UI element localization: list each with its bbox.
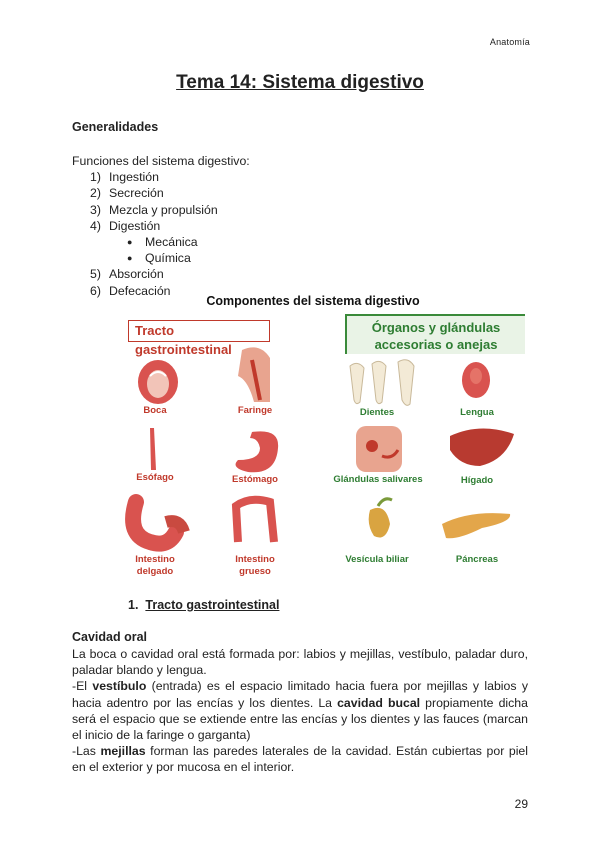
list-item: 2) Secreción: [90, 186, 164, 201]
label-intestino-grueso: Intestino grueso: [235, 554, 275, 577]
label-lengua: Lengua: [460, 407, 494, 418]
list-item: 6) Defecación: [90, 283, 171, 298]
running-header: Anatomía: [489, 37, 530, 47]
label-estomago: Estómago: [232, 474, 278, 485]
teeth-illustration: [350, 360, 414, 406]
pharynx-illustration: [238, 347, 270, 402]
list-item: 5) Absorción: [90, 267, 164, 282]
intro-text: Funciones del sistema digestivo:: [72, 154, 250, 168]
pancreas-illustration: [442, 513, 510, 538]
body-text: [72, 646, 528, 776]
page-title: Tema 14: Sistema digestivo: [176, 72, 424, 93]
list-item: 1) Ingestión: [90, 170, 159, 185]
page-number: 29: [514, 797, 528, 811]
salivary-glands-illustration: [356, 426, 402, 472]
section-heading: Generalidades: [72, 120, 159, 134]
list-item: 4) Digestión: [90, 218, 161, 233]
tract-title-box: Tracto gastrointestinal: [128, 320, 270, 342]
label-vesicula: Vesícula biliar: [345, 554, 409, 565]
paragraph: -Las mejillas forman las paredes laterales de la cavidad. Están cubiertas por piel en el exterior y por mucosa en el interior.: [72, 744, 528, 775]
functions-list: [72, 153, 250, 299]
heading-tract: 1. Tracto gastrointestinal: [128, 598, 280, 612]
label-boca: Boca: [143, 405, 167, 416]
label-dientes: Dientes: [359, 407, 395, 418]
sub-list-item: ● Química: [127, 251, 191, 266]
accessory-title-box: Órganos y glándulas accesorias o anejas: [345, 314, 525, 354]
list-item: 3) Mezcla y propulsión: [90, 202, 218, 217]
tongue-illustration: [462, 362, 490, 398]
mouth-illustration: [138, 360, 178, 404]
liver-illustration: [450, 428, 514, 466]
small-intestine-illustration: [133, 502, 184, 544]
paragraph: -El vestíbulo (entrada) es el espacio limitado hacia fuera por mejillas y labios y hacia adentro por las encías y los dientes. La cavidad bucal propiamente dicha será el espacio que se extiende entre las encías y los dientes y las fauces (marcan el inicio de la faringe o garganta): [72, 679, 528, 743]
gallbladder-illustration: [369, 499, 392, 538]
sub-list-item: ● Mecánica: [127, 235, 198, 250]
paragraph: La boca o cavidad oral está formada por: labios y mejillas, vestíbulo, paladar duro, paladar blando y lengua.: [72, 647, 528, 678]
label-intestino-delgado: Intestino delgado: [135, 554, 175, 577]
stomach-illustration: [236, 431, 279, 472]
subheading-cavidad-oral: Cavidad oral: [72, 630, 148, 644]
label-glandulas: Glándulas salivares: [333, 474, 423, 485]
figure-title: Componentes del sistema digestivo: [206, 294, 420, 308]
label-higado: Hígado: [460, 475, 494, 486]
label-pancreas: Páncreas: [455, 554, 499, 565]
large-intestine-illustration: [236, 500, 274, 542]
label-esofago: Esófago: [136, 472, 174, 483]
esophagus-illustration: [150, 428, 156, 470]
label-faringe: Faringe: [237, 405, 273, 416]
